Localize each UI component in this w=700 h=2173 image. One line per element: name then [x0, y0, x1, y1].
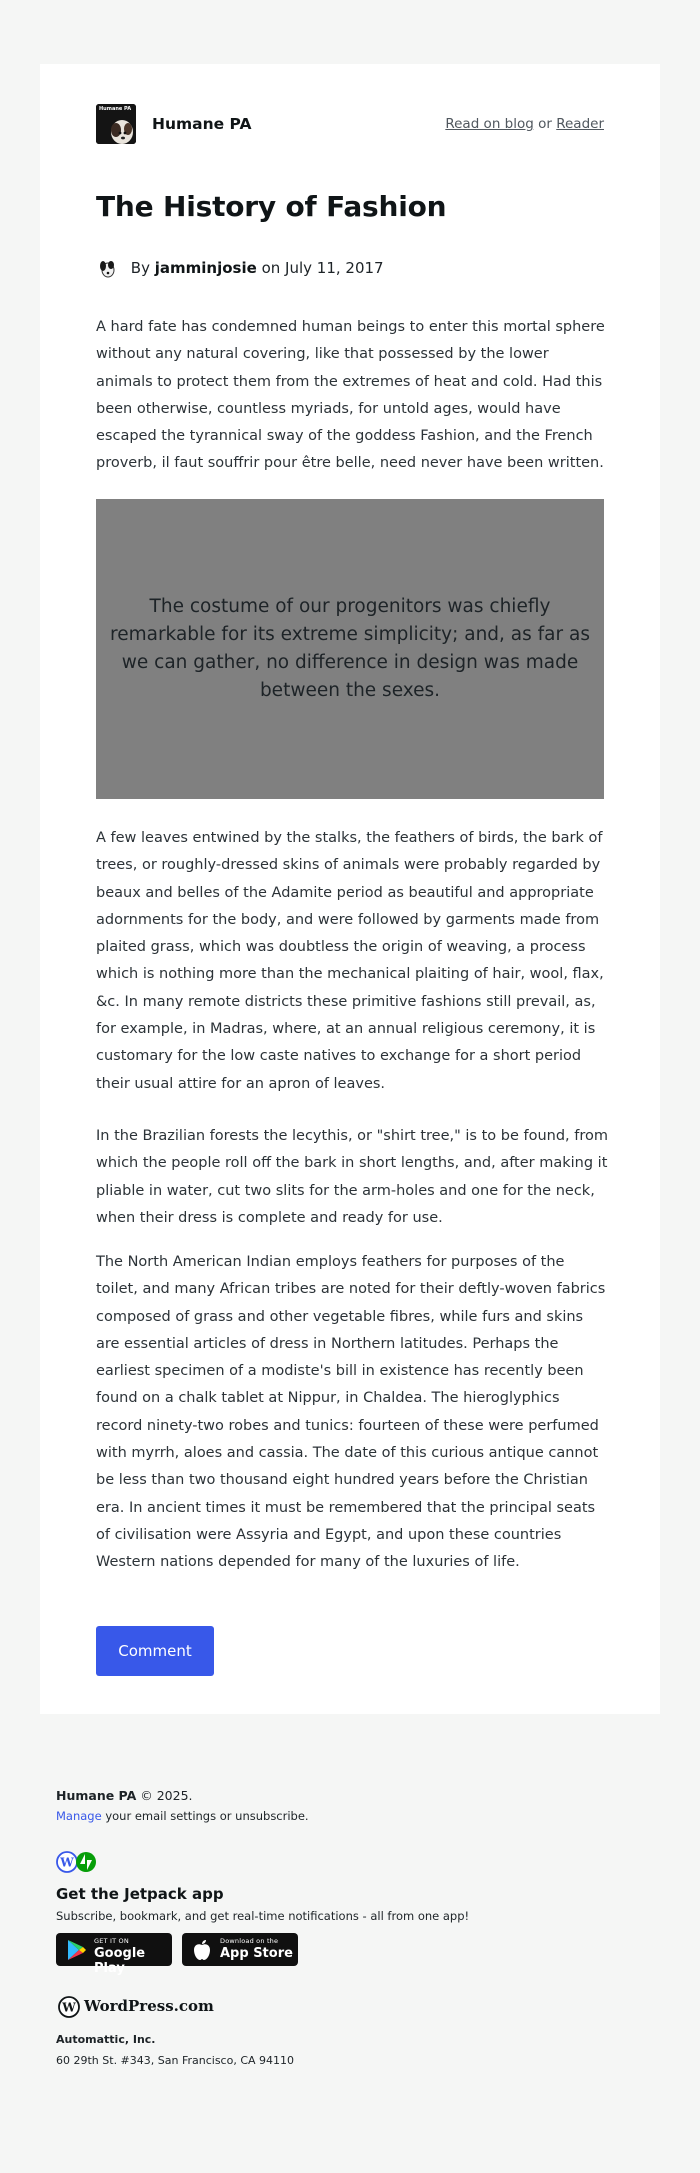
email-header — [96, 104, 604, 148]
post-title[interactable]: The History of Fashion — [96, 190, 447, 223]
footer-copyright-year: © 2025. — [140, 1788, 193, 1803]
wordpress-jetpack-icons — [56, 1851, 100, 1875]
google-play-small: GET IT ON — [94, 1937, 129, 1945]
site-name[interactable]: Humane PA — [152, 115, 252, 133]
svg-text:W: W — [60, 1855, 74, 1870]
app-store-badge[interactable] — [182, 1933, 298, 1966]
store-badges — [56, 1933, 656, 1976]
paragraph-3: In the Brazilian forests the lecythis, or "shirt tree," is to be found, from which the people roll off the bark in short lengths, and, after making it pliable in water, cut two slits for the arm-holes and one for the neck, when their dress is complete and ready for use. — [96, 1128, 608, 1226]
app-title: Get the Jetpack app — [56, 1885, 224, 1903]
manage-text: your email settings or unsubscribe. — [105, 1809, 309, 1823]
byline-prefix: By — [130, 259, 150, 277]
svg-text:W: W — [62, 2000, 76, 2015]
app-subtitle: Subscribe, bookmark, and get real-time notifications - all from one app! — [56, 1909, 470, 1923]
footer-manage — [56, 1809, 656, 1823]
comment-button[interactable]: Comment — [96, 1626, 214, 1676]
wordpress-logo-icon — [58, 1996, 80, 2018]
quote-text: The costume of our progenitors was chiefly remarkable for its extreme simplicity; and, as far as we can gather, no difference in design was made between the sexes. — [110, 596, 590, 701]
wordpress-brand-name: WordPress.com — [84, 1997, 214, 2015]
google-play-big: Google Play — [94, 1946, 146, 1976]
byline-on: on — [261, 259, 281, 277]
app-store-big: App Store — [220, 1946, 293, 1961]
app-store-small: Download on the — [220, 1937, 279, 1945]
paragraph-2: A few leaves entwined by the stalks, the feathers of birds, the bark of trees, or roughly-dressed skins of animals were probably regarded by beaux and belles of the Adamite period as beautiful and appropriate adornments for the body, and were followed by garments made from plaited grass, which was doubtless the origin of weaving, a process which is nothing more than the mechanical plaiting of hair, wool, flax, &c. In many remote districts these primitive fashions still prevail, as, for example, in Madras, where, at an annual religious ceremony, it is customary for the low caste natives to exchange for a short period their usual attire for an apron of leaves. — [96, 830, 604, 1092]
site-logo[interactable] — [96, 104, 136, 144]
app-icons — [56, 1851, 656, 1875]
footer-copyright — [56, 1788, 656, 1803]
google-play-badge[interactable] — [56, 1933, 172, 1976]
quote-block — [96, 499, 604, 799]
read-on-blog-link[interactable]: Read on blog — [445, 116, 534, 132]
post-card — [40, 64, 660, 1714]
wordpress-brand[interactable] — [56, 1995, 656, 2019]
post-date: July 11, 2017 — [285, 259, 384, 277]
paragraph-4: The North American Indian employs feathers for purposes of the toilet, and many African tribes are noted for their deftly-woven fabrics composed of grass and other vegetable fibres, while furs and skins are essential articles of dress in Northern latitudes. Perhaps the earliest specimen of a modiste's bill in existence has recently been found on a chalk tablet at Nippur, in Chaldea. The hieroglyphics record ninety-two robes and tunics: fourteen of these were perfumed with myrrh, aloes and cassia. The date of this curious antique cannot be less than two thousand eight hundred years before the Christian era. In ancient times it must be remembered that the principal seats of civilisation were Assyria and Egypt, and upon these countries Western nations depended for many of the luxuries of life. — [96, 1254, 606, 1571]
author-name[interactable]: jamminjosie — [154, 259, 257, 277]
google-play-icon — [67, 1939, 87, 1961]
dog-avatar-icon — [96, 257, 118, 279]
company-name: Automattic, Inc. — [56, 2033, 156, 2046]
byline — [96, 257, 384, 281]
paragraph-1: A hard fate has condemned human beings to enter this mortal sphere without any natural covering, like that possessed by the lower animals to protect them from the extremes of heat and cold. Had this been otherwise, countless myriads, for untold ages, would have escaped the tyrannical sway of the goddess Fashion, and the French proverb, il faut souffrir pour être belle, need never have been written. — [96, 319, 605, 472]
manage-link[interactable]: Manage — [56, 1809, 102, 1823]
apple-icon — [193, 1939, 211, 1961]
logo-caption: Humane PA — [99, 106, 132, 112]
company-address: 60 29th St. #343, San Francisco, CA 94110 — [56, 2054, 295, 2067]
or-text: or — [538, 116, 552, 132]
reader-link[interactable]: Reader — [556, 116, 604, 132]
author-avatar[interactable] — [96, 257, 118, 279]
header-links — [445, 116, 604, 132]
email-footer — [56, 1788, 656, 2067]
byline-text — [131, 259, 384, 277]
footer-site-name[interactable]: Humane PA — [56, 1788, 137, 1803]
